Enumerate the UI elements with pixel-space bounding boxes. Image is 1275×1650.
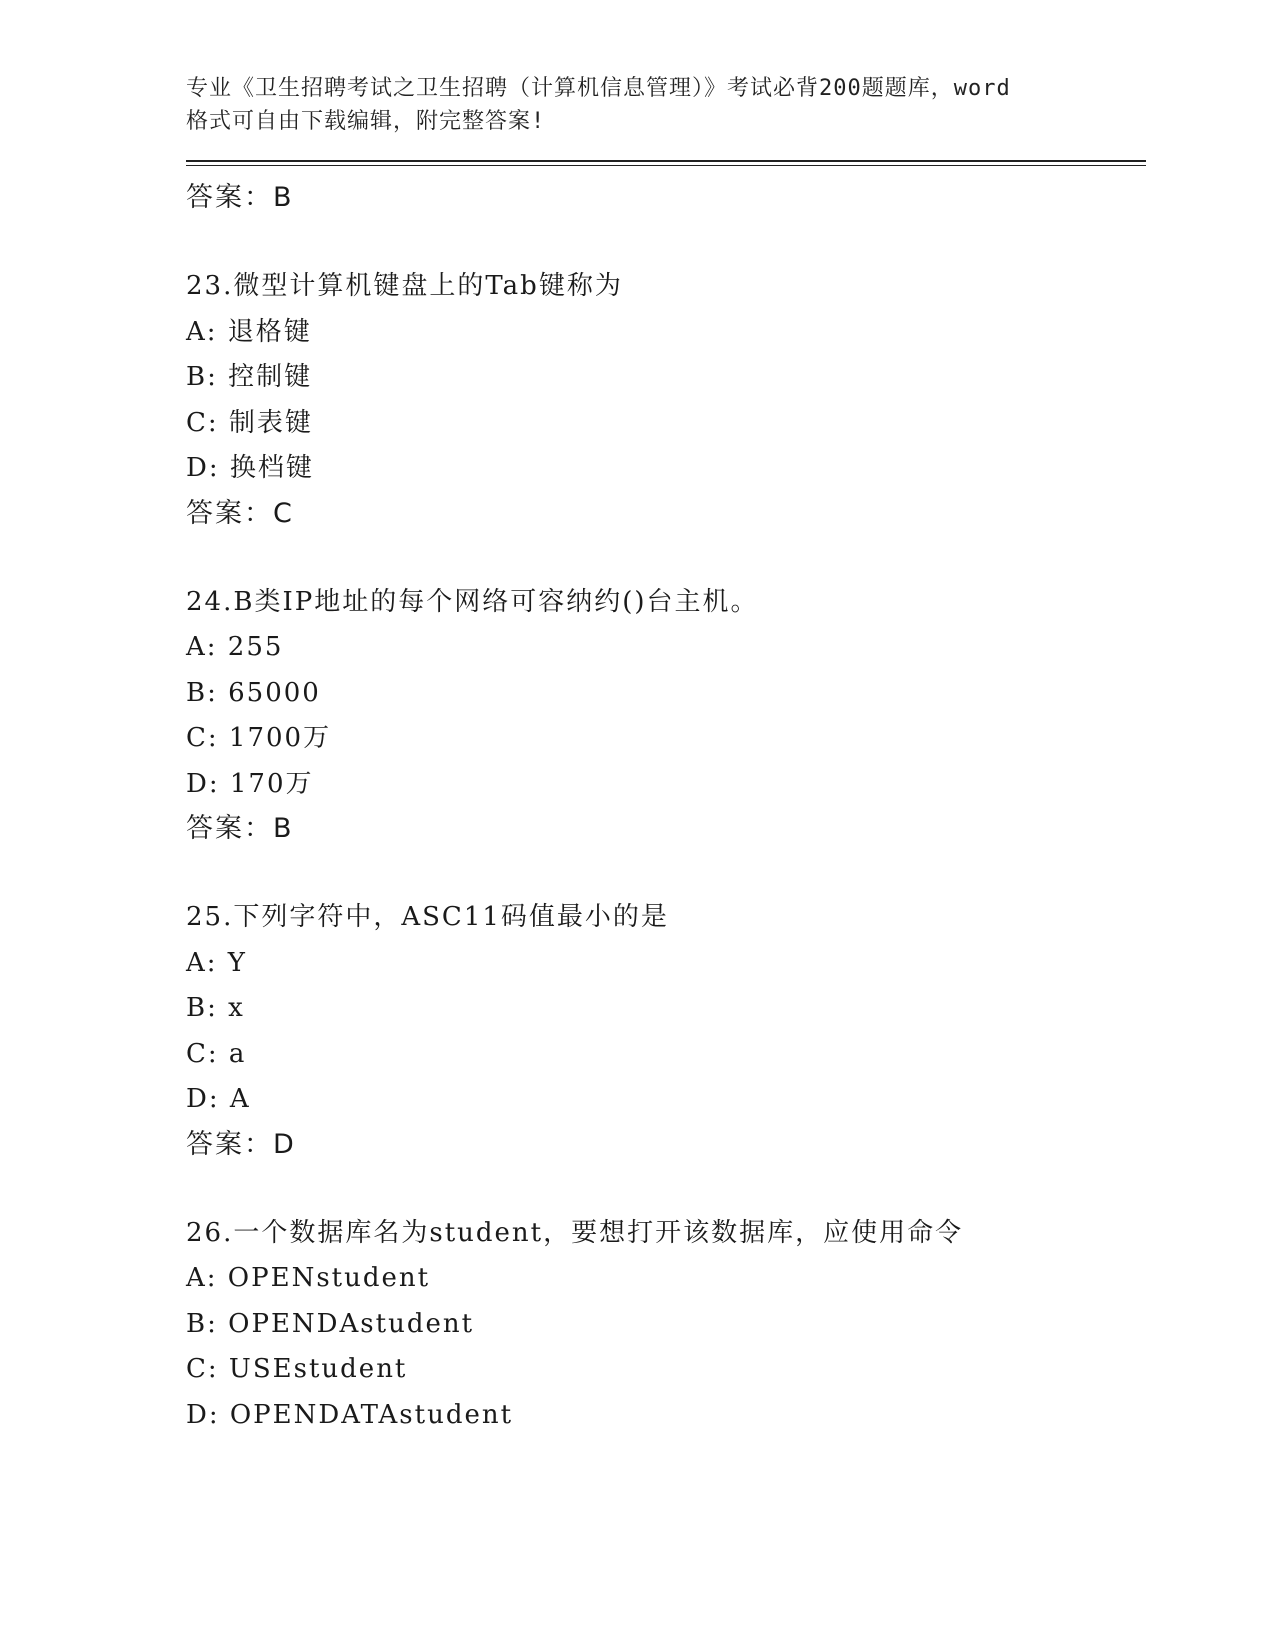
option-c: C: 制表键 [186,407,313,438]
option-c: C: a [186,1038,247,1069]
question-title: 25.下列字符中，ASC11码值最小的是 [186,902,669,932]
question-title: 24.B类IP地址的每个网络可容纳约()台主机。 [186,586,759,617]
document-header-line-1: 专业《卫生招聘考试之卫生招聘（计算机信息管理）》考试必背200题题库，word [186,76,1011,101]
option-d: D: OPENDATAstudent [186,1399,514,1430]
question-24 [186,580,1146,852]
document-header-line-2: 格式可自由下载编辑，附完整答案! [186,109,546,134]
option-a: A: OPENstudent [186,1263,431,1293]
option-d: D: 170万 [186,768,314,799]
question-25 [186,895,1146,1167]
option-c: C: USEstudent [186,1354,408,1384]
option-d: D: A [186,1084,251,1114]
question-title: 23.微型计算机键盘上的Tab键称为 [186,271,623,301]
option-a: A: 退格键 [186,316,312,347]
question-title: 26.一个数据库名为student，要想打开该数据库，应使用命令 [186,1217,964,1248]
question-answer: 答案：C [186,497,294,529]
option-b: B: x [186,993,245,1023]
option-b: B: OPENDAstudent [186,1308,475,1339]
question-26 [186,1211,1146,1439]
previous-answer: 答案：B [186,182,294,213]
header-divider [186,160,1146,166]
question-23 [186,264,1146,536]
option-c: C: 1700万 [186,723,332,753]
option-d: D: 换档键 [186,453,314,483]
question-answer: 答案：B [186,813,294,844]
document-page [186,72,1146,1438]
option-a: A: Y [186,947,247,978]
option-b: B: 65000 [186,677,321,708]
question-answer: 答案：D [186,1128,296,1160]
option-a: A: 255 [186,632,284,662]
option-b: B: 控制键 [186,362,313,392]
